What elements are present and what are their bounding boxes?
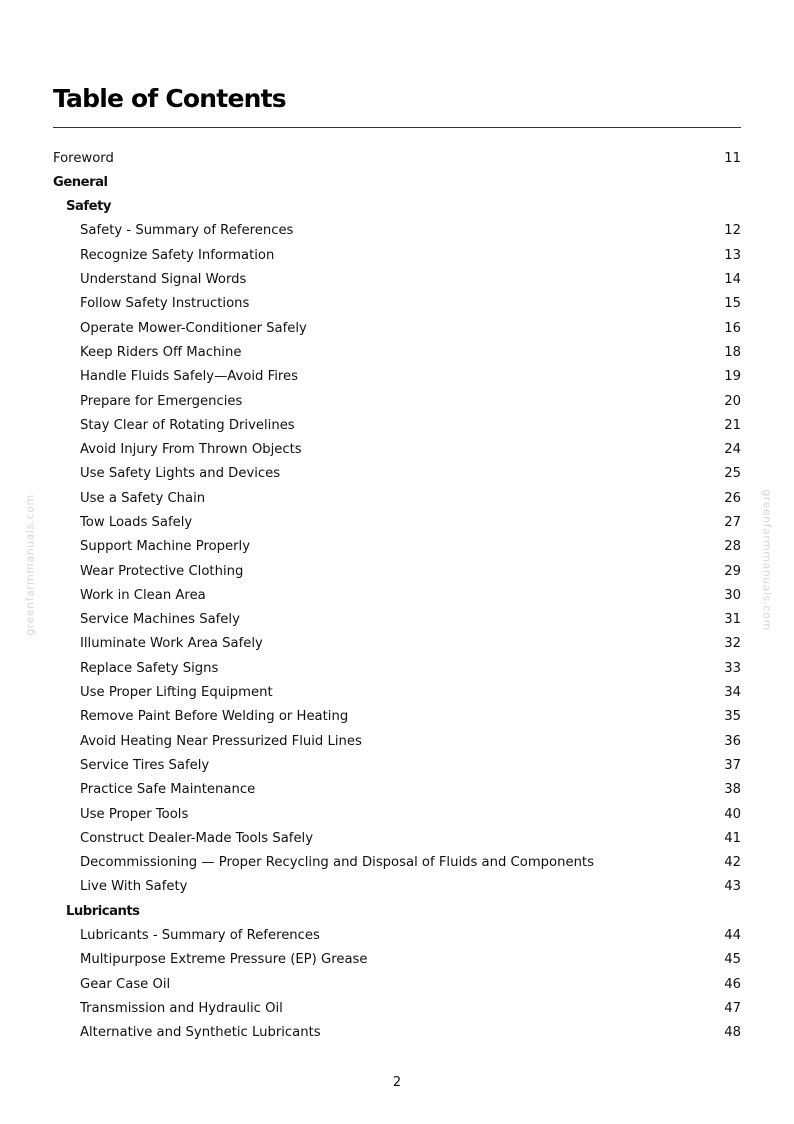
toc-entry-page: 35 <box>724 709 741 725</box>
toc-entry[interactable] <box>53 267 741 291</box>
toc-entry-title: Lubricants <box>66 903 140 919</box>
toc-entry-page: 48 <box>724 1025 741 1041</box>
toc-entry[interactable] <box>53 924 741 948</box>
toc-entry-title: Remove Paint Before Welding or Heating <box>80 709 349 725</box>
toc-entry-title: Stay Clear of Rotating Drivelines <box>80 417 295 433</box>
toc-entry-page: 28 <box>724 539 741 555</box>
toc-entry-title: Prepare for Emergencies <box>80 393 243 409</box>
toc-entry[interactable] <box>53 996 741 1020</box>
toc-entry-title: Recognize Safety Information <box>80 247 275 263</box>
toc-entry-title: Use a Safety Chain <box>80 490 206 506</box>
toc-entry[interactable] <box>53 438 741 462</box>
toc-entry-page: 11 <box>724 150 741 166</box>
toc-entry-page: 47 <box>724 1000 741 1016</box>
toc-entry-page: 36 <box>724 733 741 749</box>
title-divider <box>53 127 741 128</box>
toc-entry-page: 13 <box>724 247 741 263</box>
toc-entry-title: Avoid Heating Near Pressurized Fluid Lines <box>80 733 362 749</box>
toc-entry-page: 15 <box>724 296 741 312</box>
toc-entry-title: Avoid Injury From Thrown Objects <box>80 442 302 458</box>
toc-entry[interactable] <box>53 559 741 583</box>
toc-entry[interactable] <box>53 486 741 510</box>
toc-entry-page: 31 <box>724 612 741 628</box>
toc-entry-page: 34 <box>724 685 741 701</box>
toc-entry-title: Understand Signal Words <box>80 272 247 288</box>
toc-entry-page: 16 <box>724 320 741 336</box>
toc-entry-title: Use Proper Lifting Equipment <box>80 685 273 701</box>
toc-entry-title: Use Proper Tools <box>80 806 189 822</box>
toc-entry-page: 32 <box>724 636 741 652</box>
toc-entry-page: 24 <box>724 442 741 458</box>
toc-entry-title: Operate Mower-Conditioner Safely <box>80 320 307 336</box>
toc-entry-title: Service Tires Safely <box>80 757 210 773</box>
toc-entry-page: 12 <box>724 223 741 239</box>
toc-entry-title: Wear Protective Clothing <box>80 563 244 579</box>
watermark-left: greenfarmmanuals.com <box>23 494 37 636</box>
toc-entry-page: 41 <box>724 830 741 846</box>
toc-entry-page: 38 <box>724 782 741 798</box>
toc-entry-page: 43 <box>724 879 741 895</box>
toc-entry-page: 14 <box>724 272 741 288</box>
toc-entry[interactable] <box>53 826 741 850</box>
toc-entry[interactable] <box>53 632 741 656</box>
toc-entry-title: Handle Fluids Safely—Avoid Fires <box>80 369 299 385</box>
toc-entry-title: Replace Safety Signs <box>80 660 219 676</box>
toc-entry-page: 18 <box>724 344 741 360</box>
toc-entry-title: Practice Safe Maintenance <box>80 782 256 798</box>
toc-entry-page: 37 <box>724 757 741 773</box>
toc-entry[interactable] <box>53 1021 741 1045</box>
toc-entry[interactable] <box>53 753 741 777</box>
toc-entry-title: Foreword <box>53 150 114 166</box>
toc-entry-title: Lubricants - Summary of References <box>80 928 320 944</box>
toc-entry[interactable] <box>53 656 741 680</box>
toc-entry-page: 21 <box>724 417 741 433</box>
toc-entry[interactable] <box>53 948 741 972</box>
toc-section-heading <box>53 195 741 219</box>
toc-entry[interactable] <box>53 243 741 267</box>
toc-entry-page: 20 <box>724 393 741 409</box>
toc-entry-title: Multipurpose Extreme Pressure (EP) Grease <box>80 952 368 968</box>
toc-entry-title: Safety <box>66 199 111 215</box>
toc-entry-page: 27 <box>724 515 741 530</box>
toc-entry[interactable] <box>53 365 741 389</box>
toc-entry-title: General <box>53 174 108 190</box>
toc-entry[interactable] <box>53 292 741 316</box>
toc-entry[interactable] <box>53 510 741 534</box>
toc-entry-page: 46 <box>724 976 741 992</box>
toc-entry-title: Live With Safety <box>80 879 188 895</box>
toc-entry[interactable] <box>53 778 741 802</box>
toc-entry-title: Construct Dealer-Made Tools Safely <box>80 830 314 846</box>
toc-entry[interactable] <box>53 535 741 559</box>
toc-entry[interactable] <box>53 583 741 607</box>
toc-entry-page: 33 <box>724 660 741 676</box>
toc-entry-title: Keep Riders Off Machine <box>80 344 242 360</box>
toc-entry-title: Safety - Summary of References <box>80 223 294 239</box>
toc-entry[interactable] <box>53 875 741 899</box>
toc-entry-title: Transmission and Hydraulic Oil <box>80 1000 283 1016</box>
toc-section-heading <box>53 899 741 923</box>
page-number: 2 <box>392 1075 402 1090</box>
toc-entry-title: Use Safety Lights and Devices <box>80 466 281 482</box>
toc-entry-page: 26 <box>724 490 741 506</box>
toc-entry-page: 19 <box>724 369 741 385</box>
toc-entry[interactable] <box>53 851 741 875</box>
toc-entry-title: Illuminate Work Area Safely <box>80 636 263 652</box>
toc-entry-page: 30 <box>724 587 741 603</box>
toc-entry-page: 45 <box>724 952 741 968</box>
toc-entry[interactable] <box>53 608 741 632</box>
toc-entry[interactable] <box>53 389 741 413</box>
toc-entry[interactable] <box>53 146 741 170</box>
toc-entry[interactable] <box>53 972 741 996</box>
toc-entry[interactable] <box>53 729 741 753</box>
watermark-right: greenfarmmanuals.com <box>760 489 774 631</box>
toc-entry-title: Gear Case Oil <box>80 976 171 992</box>
toc-entry[interactable] <box>53 340 741 364</box>
toc-entry-title: Alternative and Synthetic Lubricants <box>80 1025 321 1041</box>
toc-entry-title: Service Machines Safely <box>80 612 240 628</box>
toc-entry[interactable] <box>53 219 741 243</box>
toc-entry-page: 40 <box>724 806 741 822</box>
toc-entry[interactable] <box>53 316 741 340</box>
toc-section-heading <box>53 170 741 194</box>
toc-entry-title: Tow Loads Safely <box>80 515 193 530</box>
toc-entry-title: Decommissioning — Proper Recycling and Disposal of Fluids and Components <box>80 855 594 871</box>
toc-entry-page: 25 <box>724 466 741 482</box>
toc-entry-page: 42 <box>724 855 741 871</box>
toc-entry[interactable] <box>53 802 741 826</box>
toc-entry-title: Work in Clean Area <box>80 587 206 603</box>
toc-list <box>53 146 741 1045</box>
toc-entry-title: Follow Safety Instructions <box>80 296 250 312</box>
toc-entry-page: 29 <box>724 563 741 579</box>
page-title: Table of Contents <box>53 84 286 113</box>
toc-entry-title: Support Machine Properly <box>80 539 251 555</box>
toc-entry[interactable] <box>53 681 741 705</box>
toc-entry-page: 44 <box>724 928 741 944</box>
toc-entry[interactable] <box>53 462 741 486</box>
toc-entry[interactable] <box>53 705 741 729</box>
toc-entry[interactable] <box>53 413 741 437</box>
